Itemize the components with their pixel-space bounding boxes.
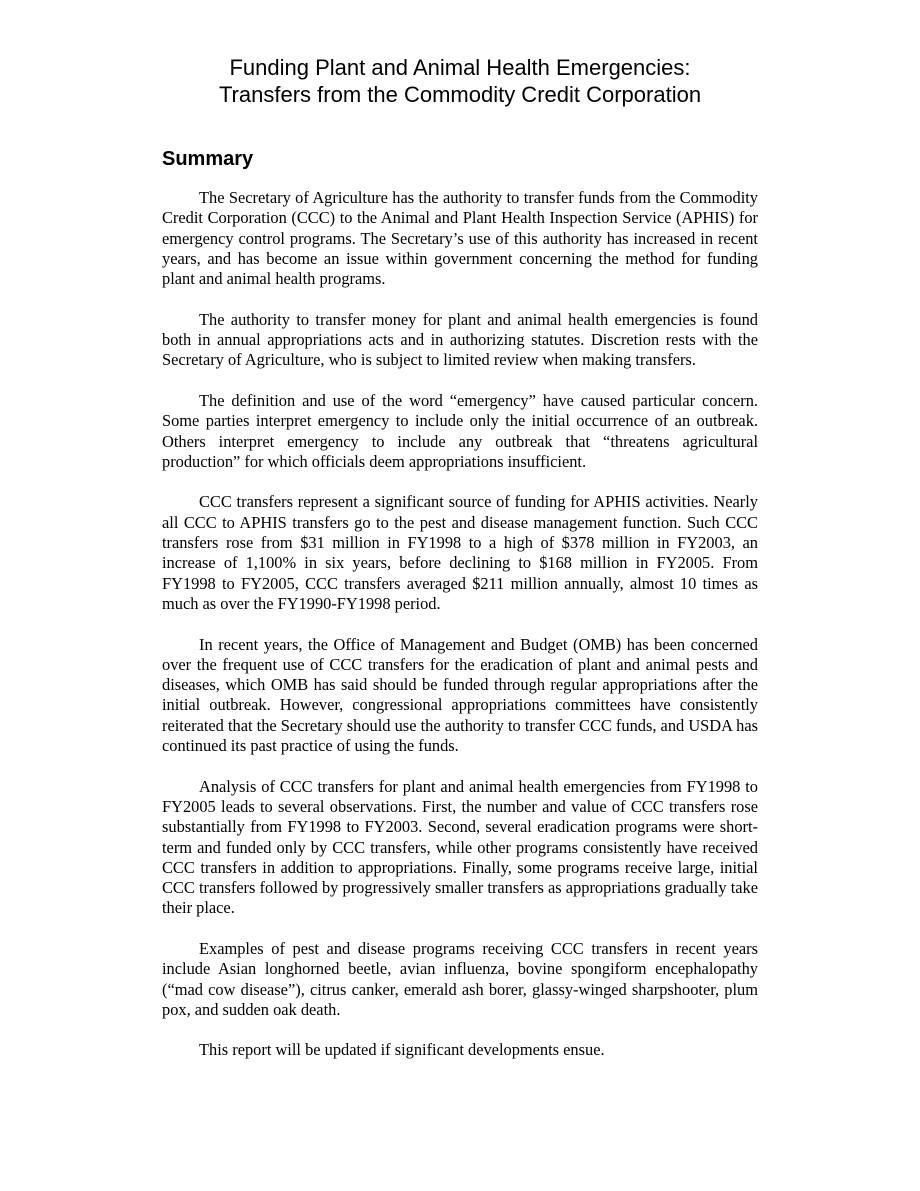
paragraph-2: The authority to transfer money for plant and animal health emergencies is found both in annual appropriations acts and in authorizing statutes. Discretion rests with the Secretary of Agriculture, who is subject to limited review when making transfers. — [162, 309, 758, 370]
paragraph-4: CCC transfers represent a significant source of funding for APHIS activities. Nearly all CCC to APHIS transfers go to the pest and disease management function. Such CCC transfers rose from $31 million in FY1998 to a high of $378 million in FY2003, an increase of 1,100% in six years, before declining to $168 million in FY2005. From FY1998 to FY2005, CCC transfers averaged $211 million annually, almost 10 times as much as over the FY1990-FY1998 period. — [162, 492, 758, 613]
title-line-1: Funding Plant and Animal Health Emergencies: — [229, 55, 691, 80]
document-title — [162, 54, 758, 108]
paragraph-1: The Secretary of Agriculture has the authority to transfer funds from the Commodity Credit Corporation (CCC) to the Animal and Plant Health Inspection Service (APHIS) for emergency control programs. The Secretary’s use of this authority has increased in recent years, and has become an issue within government concerning the method for funding plant and animal health programs. — [162, 188, 758, 289]
paragraph-6: Analysis of CCC transfers for plant and animal health emergencies from FY1998 to FY2005 leads to several observations. First, the number and value of CCC transfers rose substantially from FY1998 to FY2003. Second, several eradication programs were short-term and funded only by CCC transfers, while other programs consistently have received CCC transfers in addition to appropriations. Finally, some programs receive large, initial CCC transfers followed by progressively smaller transfers as appropriations gradually take their place. — [162, 776, 758, 918]
paragraph-7: Examples of pest and disease programs receiving CCC transfers in recent years include Asian longhorned beetle, avian influenza, bovine spongiform encephalopathy (“mad cow disease”), citrus canker, emerald ash borer, glassy-winged sharpshooter, plum pox, and sudden oak death. — [162, 938, 758, 1019]
section-heading-summary: Summary — [162, 148, 254, 170]
paragraph-5: In recent years, the Office of Management and Budget (OMB) has been concerned over the frequent use of CCC transfers for the eradication of plant and animal pests and diseases, which OMB has said should be funded through regular appropriations after the initial outbreak. However, congressional appropriations committees have consistently reiterated that the Secretary should use the authority to transfer CCC funds, and USDA has continued its past practice of using the funds. — [162, 634, 758, 756]
paragraph-8: This report will be updated if significant developments ensue. — [199, 1040, 605, 1060]
summary-body — [162, 188, 758, 1061]
paragraph-3: The definition and use of the word “emergency” have caused particular concern. Some parties interpret emergency to include only the initial occurrence of an outbreak. Others interpret emergency to include any outbreak that “threatens agricultural production” for which officials deem appropriations insufficient. — [162, 390, 758, 471]
document-page — [162, 54, 758, 1081]
title-line-2: Transfers from the Commodity Credit Corporation — [218, 82, 702, 107]
